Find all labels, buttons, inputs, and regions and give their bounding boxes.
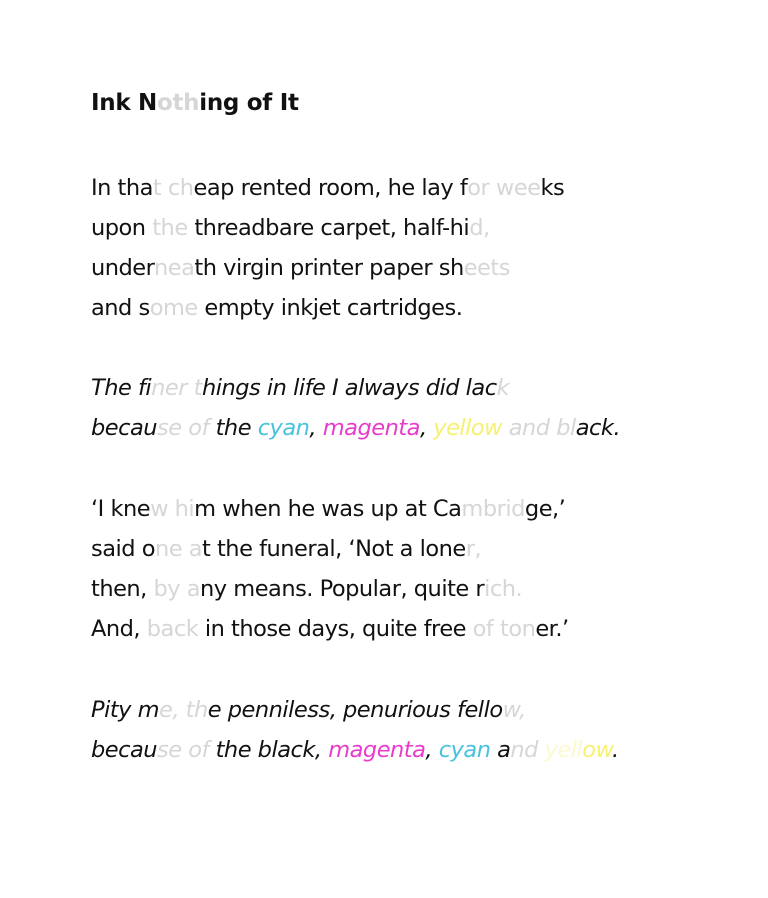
line-segment: th virgin printer paper sh — [194, 255, 464, 281]
poem-line — [91, 288, 564, 328]
line-segment: And, — [91, 616, 147, 642]
line-segment: d, — [469, 215, 490, 241]
line-segment: se of — [157, 737, 209, 763]
yellow-word: yellow — [433, 415, 503, 441]
line-segment: , — [425, 737, 439, 763]
line-segment: becau — [91, 415, 158, 441]
line-segment: , — [419, 415, 434, 441]
line-segment: k — [496, 375, 510, 401]
line-segment: of ton — [472, 616, 536, 642]
line-segment: upon — [91, 215, 153, 241]
poem-line — [91, 569, 569, 609]
line-segment: ne a — [154, 536, 203, 562]
line-segment: under — [91, 255, 155, 281]
yellow-word: ow — [582, 737, 613, 763]
line-segment: eap rented room, he lay f — [193, 175, 468, 201]
poem-line — [91, 248, 564, 288]
stanza-4-refrain — [91, 690, 619, 770]
line-segment: er.’ — [535, 616, 569, 642]
title-segment: oth — [156, 90, 200, 116]
line-segment: In tha — [91, 175, 153, 201]
line-segment: se of — [157, 415, 209, 441]
line-segment: e, th — [159, 697, 208, 723]
poem-line — [91, 489, 569, 529]
magenta-word: magenta — [328, 737, 426, 763]
line-segment: m when he was up at Ca — [194, 496, 462, 522]
line-segment: ner t — [151, 375, 202, 401]
line-segment: ack. — [575, 415, 621, 441]
title-segment: Ink N — [91, 90, 157, 116]
cyan-word: cyan — [257, 415, 310, 441]
line-segment: by a — [153, 576, 201, 602]
title-segment: ing of It — [199, 90, 299, 116]
line-segment: ks — [540, 175, 565, 201]
line-segment: and bl — [502, 415, 576, 441]
stanza-2-refrain — [91, 368, 620, 448]
faded-yellow-segment: yell — [544, 737, 583, 763]
poem-line — [91, 208, 564, 248]
stanza-3 — [91, 489, 569, 649]
line-segment: nea — [154, 255, 195, 281]
line-segment: empty inkjet cartridges. — [197, 295, 463, 321]
line-segment: ich. — [484, 576, 523, 602]
line-segment: w hi — [150, 496, 195, 522]
line-segment: and s — [91, 295, 150, 321]
line-segment: the — [152, 215, 188, 241]
line-segment: r, — [465, 536, 482, 562]
poem-line — [91, 690, 619, 730]
line-segment: ome — [149, 295, 198, 321]
poem-title — [91, 90, 299, 116]
line-segment: back — [146, 616, 199, 642]
line-segment: The fi — [91, 375, 152, 401]
line-segment: e penniless, penurious fello — [207, 697, 503, 723]
line-segment: or wee — [467, 175, 541, 201]
line-segment: Pity m — [91, 697, 160, 723]
line-segment: . — [612, 737, 619, 763]
line-segment: eets — [463, 255, 510, 281]
poem-line — [91, 529, 569, 569]
poem-line — [91, 368, 620, 408]
poem-line — [91, 730, 619, 770]
line-segment: then, — [91, 576, 154, 602]
line-segment: the black, — [208, 737, 329, 763]
line-segment: t the funeral, ‘Not a lone — [202, 536, 466, 562]
line-segment: w, — [502, 697, 526, 723]
magenta-word: magenta — [322, 415, 420, 441]
poem-line — [91, 168, 564, 208]
poem-line — [91, 408, 620, 448]
line-segment: t ch — [152, 175, 194, 201]
line-segment: mbrid — [461, 496, 525, 522]
line-segment: nd — [510, 737, 545, 763]
line-segment: becau — [91, 737, 158, 763]
line-segment: a — [490, 737, 511, 763]
line-segment: threadbare carpet, half-hi — [187, 215, 470, 241]
line-segment: said o — [91, 536, 155, 562]
line-segment: ge,’ — [524, 496, 566, 522]
line-segment: hings in life I always did lac — [202, 375, 497, 401]
cyan-word: cyan — [438, 737, 491, 763]
stanza-1 — [91, 168, 564, 328]
line-segment: , — [309, 415, 323, 441]
line-segment: ‘I kne — [91, 496, 151, 522]
line-segment: the — [208, 415, 258, 441]
line-segment: ny means. Popular, quite r — [200, 576, 485, 602]
line-segment: in those days, quite free — [198, 616, 473, 642]
poem-line — [91, 609, 569, 649]
